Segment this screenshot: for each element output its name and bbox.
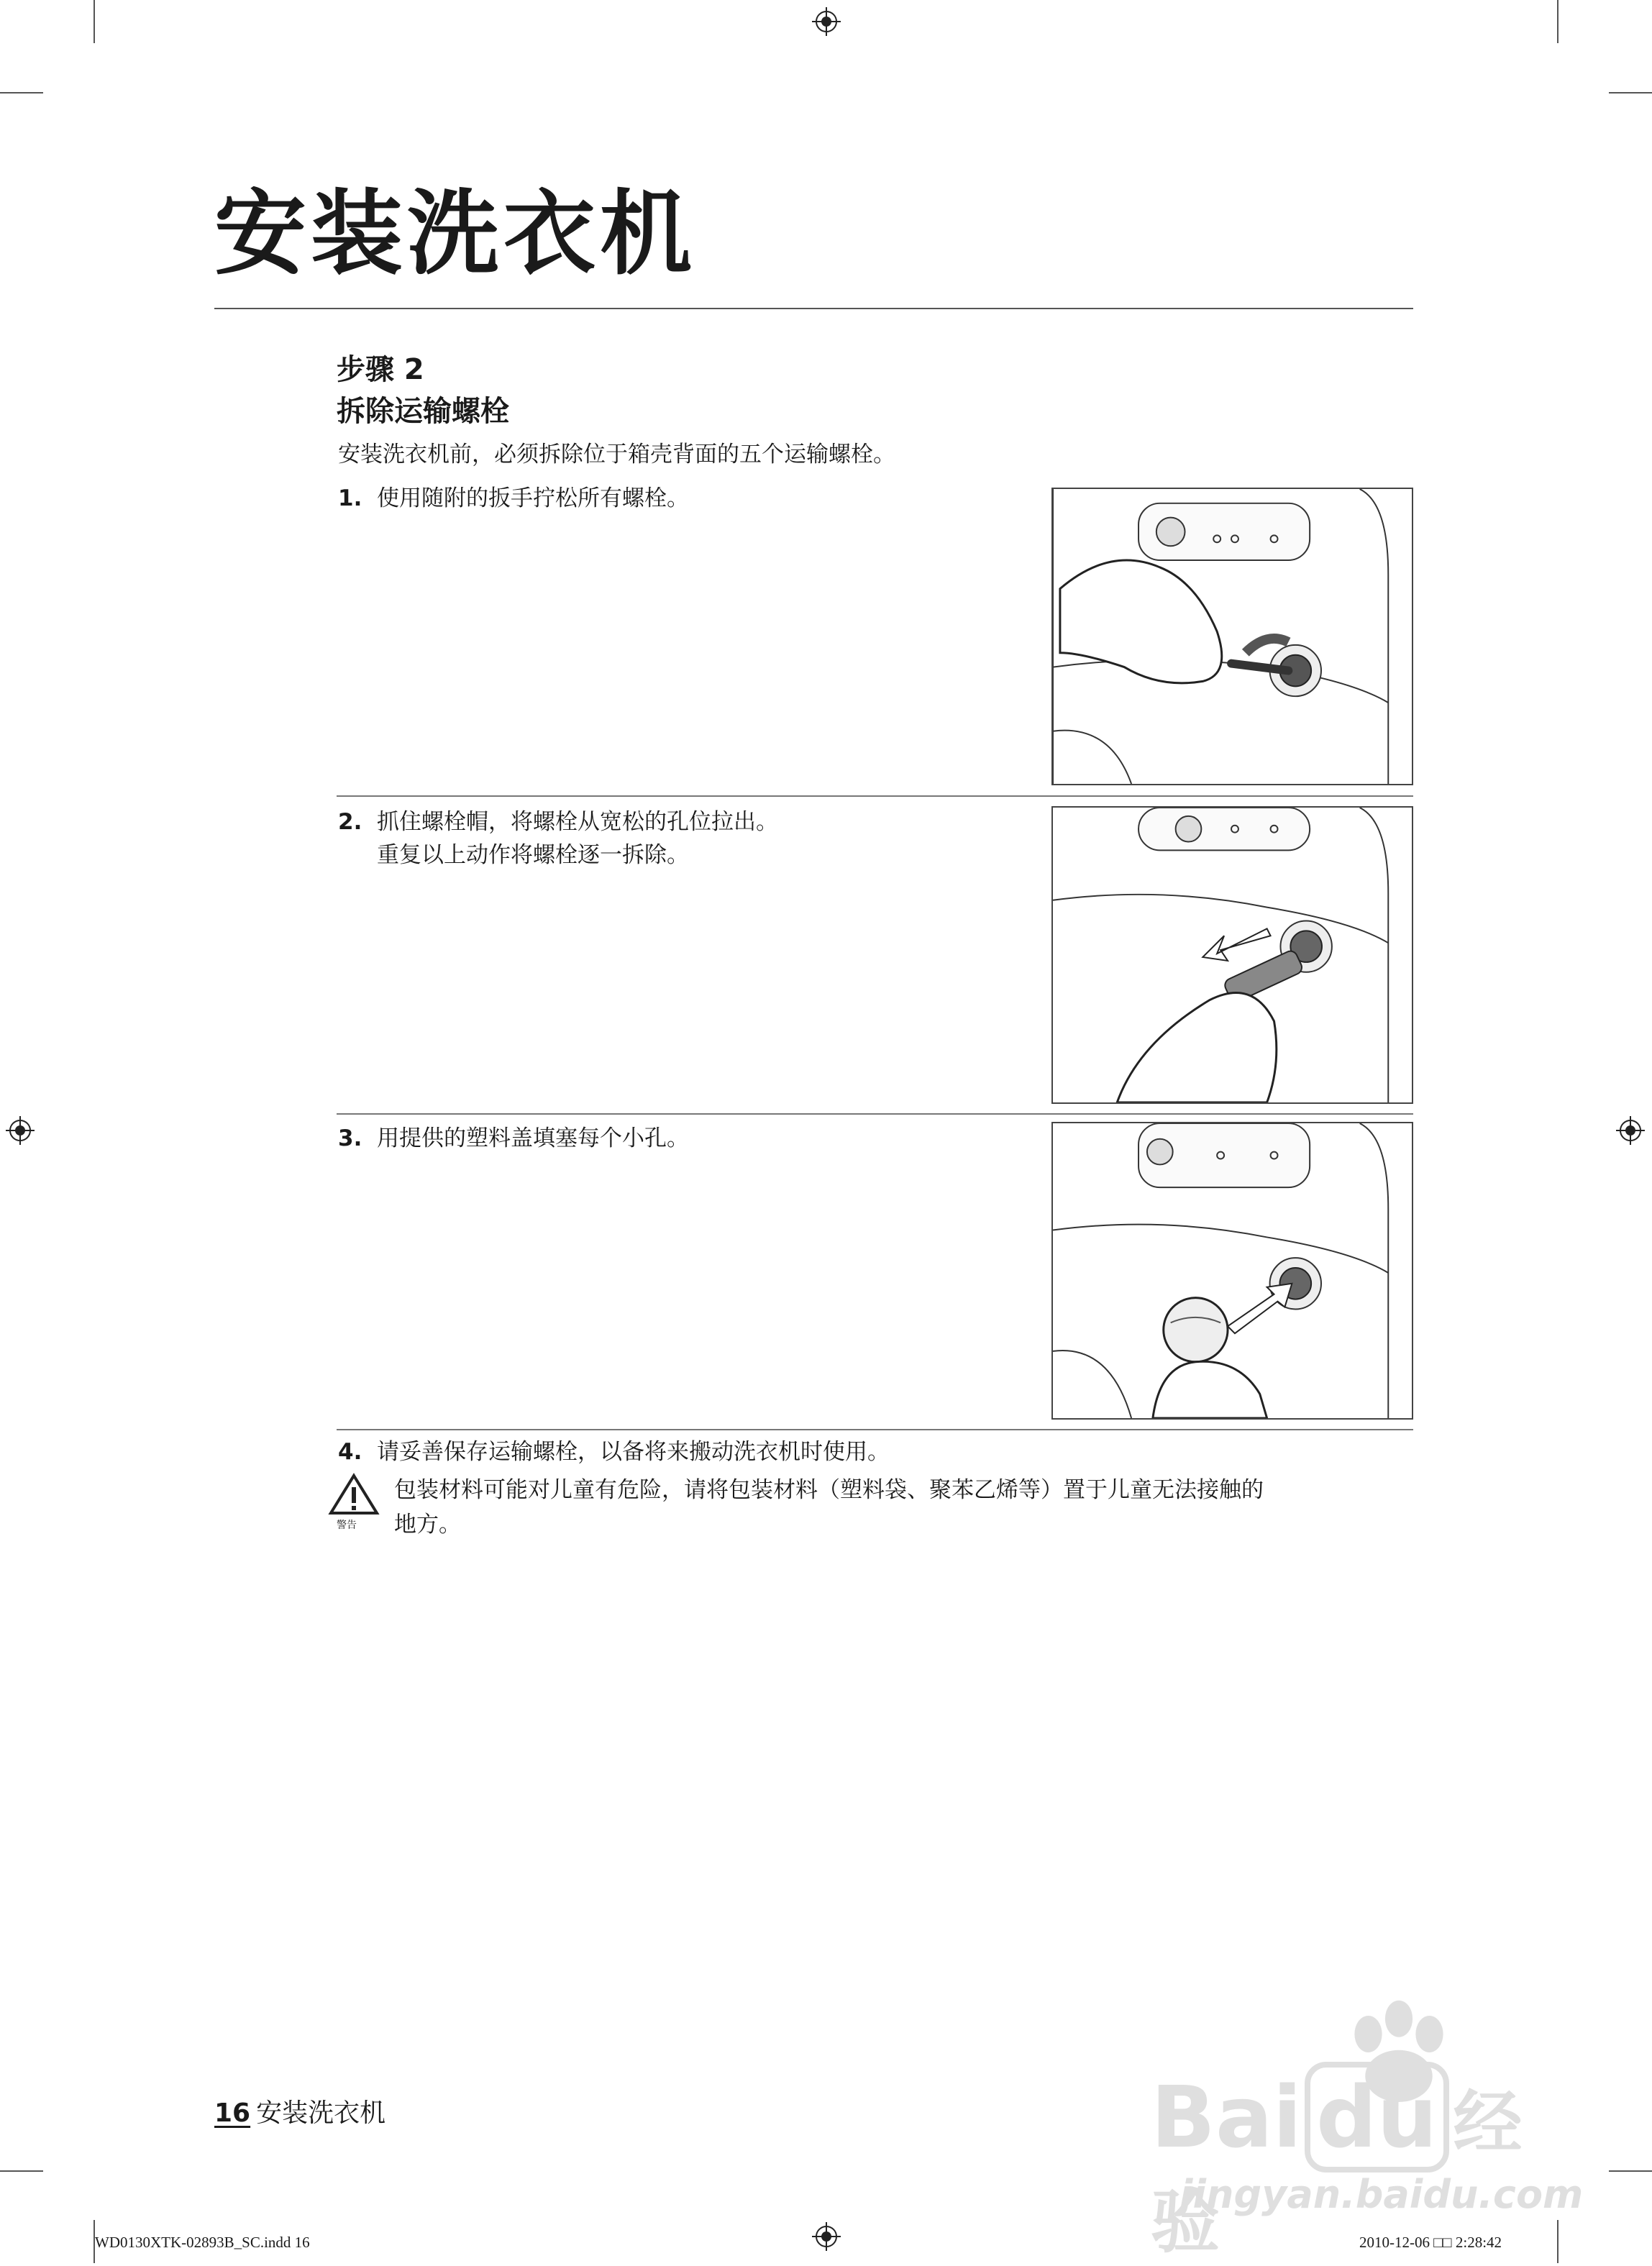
- slug-file: WD0130XTK-02893B_SC.indd 16: [95, 2234, 310, 2251]
- step-number: 1.: [338, 485, 362, 511]
- title-rule: [214, 308, 1413, 309]
- step-text: 抓住螺栓帽，将螺栓从宽松的孔位拉出。: [377, 809, 778, 835]
- crop-mark: [1557, 0, 1559, 43]
- crop-mark: [1609, 92, 1652, 93]
- crop-mark: [0, 2170, 43, 2172]
- step-text: 重复以上动作将螺栓逐一拆除。: [377, 842, 689, 868]
- crop-mark: [0, 92, 43, 93]
- step-text: 用提供的塑料盖填塞每个小孔。: [377, 1125, 689, 1151]
- watermark-product: 经验: [1151, 2083, 1523, 2262]
- illustration-fill-holes: [1051, 1122, 1413, 1420]
- illustration-pull-bolts: [1051, 806, 1413, 1104]
- watermark-url: jingyan.baidu.com: [1179, 2172, 1584, 2217]
- illustration-loosen-bolts: [1051, 488, 1413, 785]
- registration-mark-icon: [812, 7, 841, 36]
- step-item: [338, 805, 778, 872]
- page-footer: [214, 2093, 385, 2129]
- separator: [337, 1429, 1413, 1430]
- watermark-brand-text: Bai: [1151, 2068, 1302, 2167]
- crop-mark: [1609, 2170, 1652, 2172]
- step-text: 请妥善保存运输螺栓，以备将来搬动洗衣机时使用。: [377, 1439, 890, 1465]
- crop-mark: [1557, 2220, 1559, 2263]
- page-number: 16: [214, 2098, 251, 2128]
- step-label: 步骤 2: [337, 353, 424, 386]
- step-text: 使用随附的扳手拧松所有螺栓。: [377, 485, 689, 511]
- step-item: [338, 1122, 689, 1155]
- warning-triangle-icon: [328, 1473, 380, 1516]
- step-number: 3.: [338, 1125, 362, 1151]
- page-title: 安装洗衣机: [214, 181, 697, 288]
- slug-datetime: 2010-12-06 □□ 2:28:42: [1359, 2234, 1502, 2251]
- warning-caption: 警告: [337, 1520, 357, 1531]
- warning-line: 地方。: [394, 1512, 461, 1538]
- registration-mark-icon: [812, 2222, 841, 2251]
- step-item: [338, 482, 689, 515]
- section-title: 拆除运输螺栓: [337, 395, 509, 428]
- intro-text: 安装洗衣机前，必须拆除位于箱壳背面的五个运输螺栓。: [338, 442, 895, 467]
- registration-mark-icon: [6, 1116, 35, 1145]
- crop-mark: [93, 0, 95, 43]
- watermark-brand-badge: du: [1305, 2062, 1448, 2173]
- warning-line: 包装材料可能对儿童有危险，请将包装材料（塑料袋、聚苯乙烯等）置于儿童无法接触的: [394, 1477, 1264, 1503]
- registration-mark-icon: [1616, 1116, 1645, 1145]
- warning-text: [394, 1473, 1408, 1542]
- step-number: 2.: [338, 809, 362, 835]
- separator: [337, 795, 1413, 797]
- step-number: 4.: [338, 1439, 362, 1465]
- step-item: [338, 1435, 890, 1468]
- separator: [337, 1113, 1413, 1115]
- footer-section: 安装洗衣机: [256, 2098, 386, 2128]
